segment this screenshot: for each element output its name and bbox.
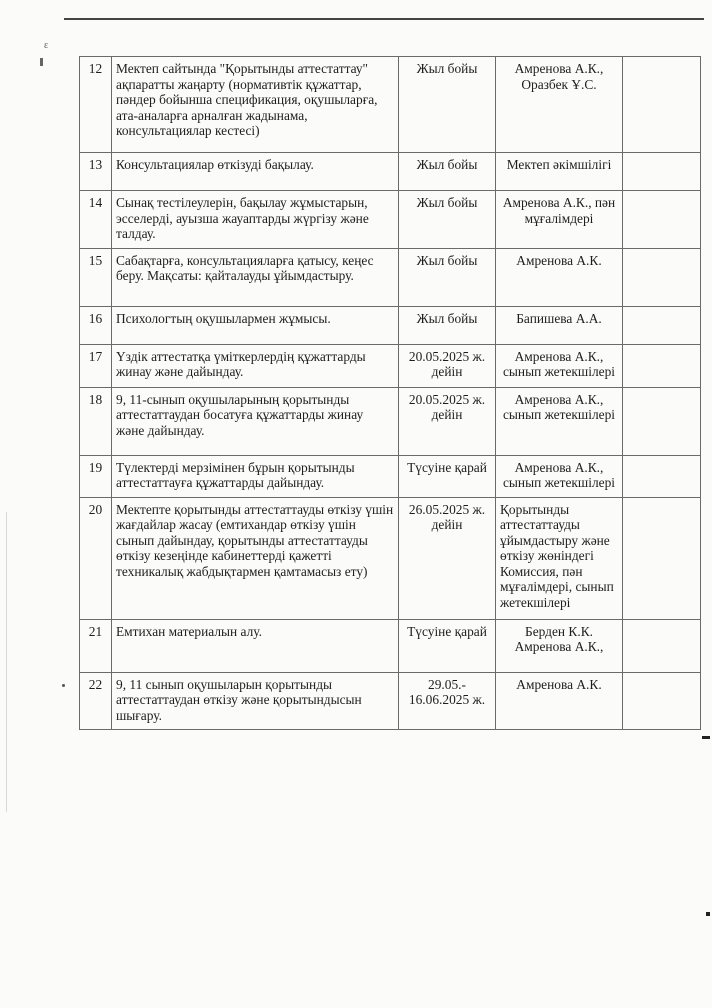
- task-responsible: Бапишева А.А.: [496, 306, 623, 344]
- task-responsible: Амренова А.К., сынып жетекшілері: [496, 455, 623, 497]
- task-description: Мектеп сайтында "Қорытынды аттестаттау" ақпаратты жаңарту (нормативтік құжаттар, пәндер бойынша спецификация, оқушыларға, ата-аналарға арналған жадынама, консультациялар кестесі): [112, 57, 399, 153]
- scan-edge-mark: [702, 736, 710, 739]
- row-number: 16: [80, 306, 112, 344]
- task-responsible: Амренова А.К., пән мұғалімдері: [496, 191, 623, 249]
- row-number: 20: [80, 497, 112, 619]
- attestation-plan-table: [79, 56, 701, 730]
- table-row: [80, 672, 701, 730]
- table-row: [80, 497, 701, 619]
- task-deadline: 20.05.2025 ж. дейін: [399, 387, 496, 455]
- table-row: [80, 619, 701, 672]
- task-responsible: Берден К.К. Амренова А.К.,: [496, 619, 623, 672]
- scan-mark: [6, 512, 7, 812]
- table-row: [80, 455, 701, 497]
- task-description: Психологтың оқушылармен жұмысы.: [112, 306, 399, 344]
- row-number: 17: [80, 344, 112, 387]
- scan-mark: ε: [44, 40, 49, 51]
- table-row: [80, 306, 701, 344]
- task-note: [623, 619, 701, 672]
- task-note: [623, 672, 701, 730]
- task-responsible: Амренова А.К., Оразбек Ұ.С.: [496, 57, 623, 153]
- task-note: [623, 153, 701, 191]
- task-note: [623, 57, 701, 153]
- page-top-rule: [64, 18, 704, 20]
- scan-mark: [40, 58, 43, 66]
- task-deadline: Түсуіне қарай: [399, 619, 496, 672]
- task-description: 9, 11-сынып оқушыларының қорытынды аттестаттаудан босатуға құжаттарды жинау және дайындау.: [112, 387, 399, 455]
- task-description: Түлектерді мерзімінен бұрын қорытынды аттестаттауға құжаттарды дайындау.: [112, 455, 399, 497]
- task-responsible: Амренова А.К., сынып жетекшілері: [496, 344, 623, 387]
- task-responsible: Амренова А.К.: [496, 248, 623, 306]
- task-note: [623, 306, 701, 344]
- row-number: 14: [80, 191, 112, 249]
- task-deadline: 20.05.2025 ж. дейін: [399, 344, 496, 387]
- task-deadline: Жыл бойы: [399, 191, 496, 249]
- row-number: 19: [80, 455, 112, 497]
- task-responsible: Амренова А.К.: [496, 672, 623, 730]
- task-deadline: Түсуіне қарай: [399, 455, 496, 497]
- task-description: 9, 11 сынып оқушыларын қорытынды аттестаттаудан өткізу және қорытындысын шығару.: [112, 672, 399, 730]
- row-number: 15: [80, 248, 112, 306]
- task-description: Сабақтарға, консультацияларға қатысу, кеңес беру. Мақсаты: қайталауды ұйымдастыру.: [112, 248, 399, 306]
- task-deadline: 26.05.2025 ж. дейін: [399, 497, 496, 619]
- row-number: 18: [80, 387, 112, 455]
- task-responsible: Амренова А.К., сынып жетекшілері: [496, 387, 623, 455]
- task-description: Сынақ тестілеулерін, бақылау жұмыстарын, эсселерді, ауызша жауаптарды жүргізу және талдау.: [112, 191, 399, 249]
- scan-mark: [62, 684, 65, 687]
- task-description: Мектепте қорытынды аттестаттауды өткізу үшін жағдайлар жасау (емтихандар өткізу үшін сынып дайындау, қорытынды аттестаттауды өткізу кезеңінде кабинеттерді қажетті техникалық жабдықтармен қамтамасыз ету): [112, 497, 399, 619]
- task-deadline: Жыл бойы: [399, 248, 496, 306]
- row-number: 12: [80, 57, 112, 153]
- table-row: [80, 248, 701, 306]
- table-row: [80, 191, 701, 249]
- row-number: 22: [80, 672, 112, 730]
- table-row: [80, 344, 701, 387]
- plan-table-body: [80, 57, 701, 730]
- row-number: 13: [80, 153, 112, 191]
- task-note: [623, 191, 701, 249]
- task-description: Консультациялар өткізуді бақылау.: [112, 153, 399, 191]
- task-deadline: Жыл бойы: [399, 306, 496, 344]
- task-responsible: Қорытынды аттестаттауды ұйымдастыру және өткізу жөніндегі Комиссия, пән мұғалімдері, сынып жетекшілері: [496, 497, 623, 619]
- task-note: [623, 455, 701, 497]
- row-number: 21: [80, 619, 112, 672]
- task-description: Үздік аттестатқа үміткерлердің құжаттарды жинау және дайындау.: [112, 344, 399, 387]
- task-deadline: Жыл бойы: [399, 57, 496, 153]
- task-note: [623, 387, 701, 455]
- task-deadline: 29.05.- 16.06.2025 ж.: [399, 672, 496, 730]
- task-responsible: Мектеп әкімшілігі: [496, 153, 623, 191]
- task-description: Емтихан материалын алу.: [112, 619, 399, 672]
- table-row: [80, 57, 701, 153]
- task-note: [623, 344, 701, 387]
- task-note: [623, 497, 701, 619]
- table-row: [80, 153, 701, 191]
- scan-edge-mark: [706, 912, 710, 916]
- table-row: [80, 387, 701, 455]
- task-note: [623, 248, 701, 306]
- task-deadline: Жыл бойы: [399, 153, 496, 191]
